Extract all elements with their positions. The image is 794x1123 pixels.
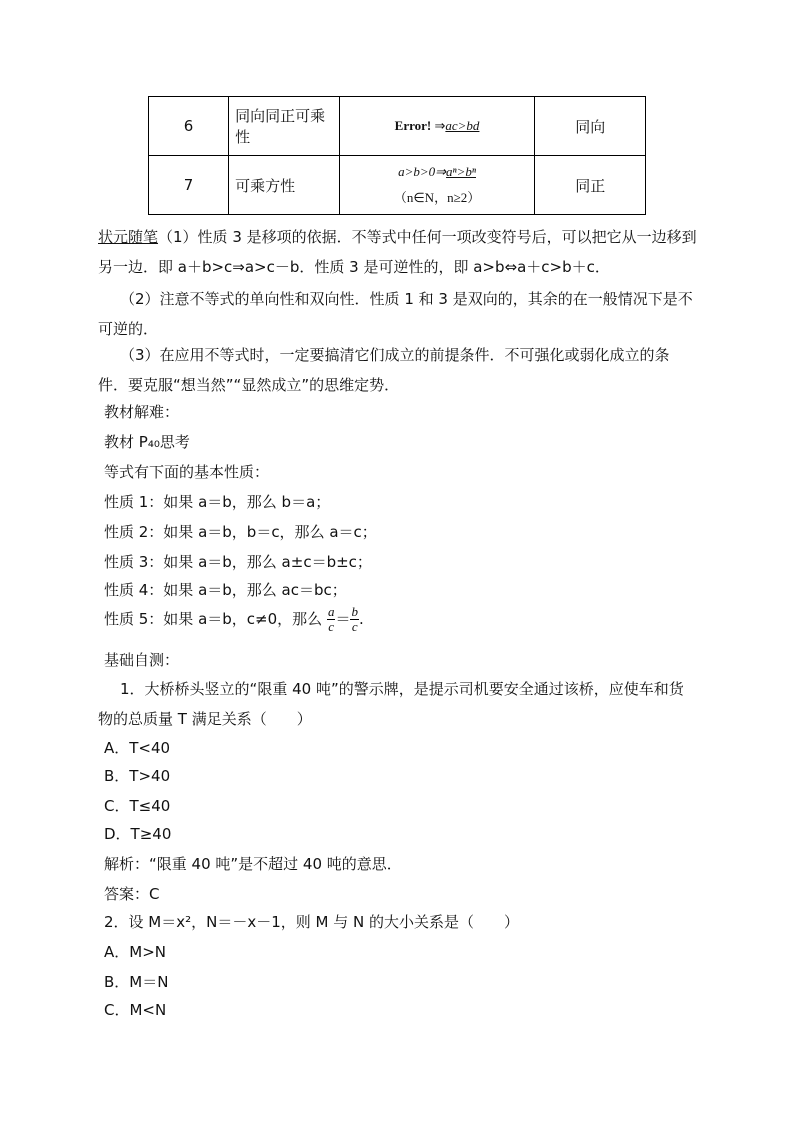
property-condition: 同向 xyxy=(535,97,646,156)
numerator: b xyxy=(351,604,358,619)
property-condition: 同正 xyxy=(535,156,646,215)
property-4: 性质 4：如果 a＝b，那么 ac＝bc； xyxy=(104,581,347,599)
answer: 答案：C xyxy=(104,885,160,903)
option: B．M＝N xyxy=(104,973,169,991)
numerator: a xyxy=(327,604,335,619)
note-text: （1）性质 3 是移项的依据．不等式中任何一项改变符号后，可以把它从一边移到另一边．即 a＋b>c⇒a>c－b．性质 3 是可逆性的，即 a>b⇔a＋c>b＋c． xyxy=(98,228,697,276)
option: C．M<N xyxy=(104,1001,167,1019)
property-formula xyxy=(339,156,535,215)
question-2: 2．设 M＝x²，N＝－x－1，则 M 与 N 的大小关系是（ ） xyxy=(104,913,520,931)
formula-premise: a>b>0⇒ xyxy=(398,164,447,179)
option: B．T>40 xyxy=(104,767,171,785)
question-1: 1．大桥桥头竖立的“限重 40 吨”的警示牌，是提示司机要安全通过该桥，应使车和货物的总质量 T 满足关系（ ） xyxy=(98,680,684,728)
table-row xyxy=(149,156,646,215)
formula-condition: （n∈N，n≥2） xyxy=(393,190,481,205)
property-1: 性质 1：如果 a＝b，那么 b＝a； xyxy=(104,493,331,511)
property-3: 性质 3：如果 a＝b，那么 a±c＝b±c； xyxy=(104,553,372,571)
intro-text: 等式有下面的基本性质： xyxy=(104,463,270,481)
section-heading: 教材解难： xyxy=(104,403,180,421)
note-paragraph-1 xyxy=(98,222,698,282)
property-formula xyxy=(339,97,535,156)
option: A．T<40 xyxy=(104,739,171,757)
denominator: c xyxy=(351,619,358,634)
option: A．M>N xyxy=(104,943,166,961)
equals-sign: ＝ xyxy=(335,610,351,628)
textbook-reference: 教材 P₄₀思考 xyxy=(104,433,190,451)
denominator: c xyxy=(328,619,335,634)
formula-conclusion: aⁿ>bⁿ xyxy=(446,164,476,179)
property-2: 性质 2：如果 a＝b，b＝c，那么 a＝c； xyxy=(104,523,377,541)
period: . xyxy=(358,610,364,628)
section-heading: 基础自测： xyxy=(104,651,180,669)
fraction xyxy=(350,605,359,634)
note-paragraph-3: （3）在应用不等式时，一定要搞清它们成立的前提条件．不可强化或弱化成立的条件．要克服“想当然”“显然成立”的思维定势． xyxy=(98,346,670,394)
table-row xyxy=(149,97,646,156)
note-paragraph-2: （2）注意不等式的单向性和双向性．性质 1 和 3 是双向的，其余的在一般情况下是不可逆的． xyxy=(98,290,693,338)
property-5-text: 性质 5：如果 a＝b，c≠0，那么 xyxy=(104,610,323,628)
property-5 xyxy=(104,604,364,634)
error-text: Error! xyxy=(394,118,432,133)
option: C．T≤40 xyxy=(104,797,171,815)
property-name: 同向同正可乘性 xyxy=(229,97,340,156)
properties-table xyxy=(148,96,646,215)
row-number: 6 xyxy=(149,97,229,156)
analysis: 解析：“限重 40 吨”是不超过 40 吨的意思． xyxy=(104,855,402,873)
implies-symbol: ⇒ xyxy=(434,118,446,133)
option: D．T≥40 xyxy=(104,825,172,843)
property-name: 可乘方性 xyxy=(229,156,340,215)
formula-conclusion: ac>bd xyxy=(445,118,480,133)
row-number: 7 xyxy=(149,156,229,215)
note-tag: 状元随笔 xyxy=(98,228,159,246)
